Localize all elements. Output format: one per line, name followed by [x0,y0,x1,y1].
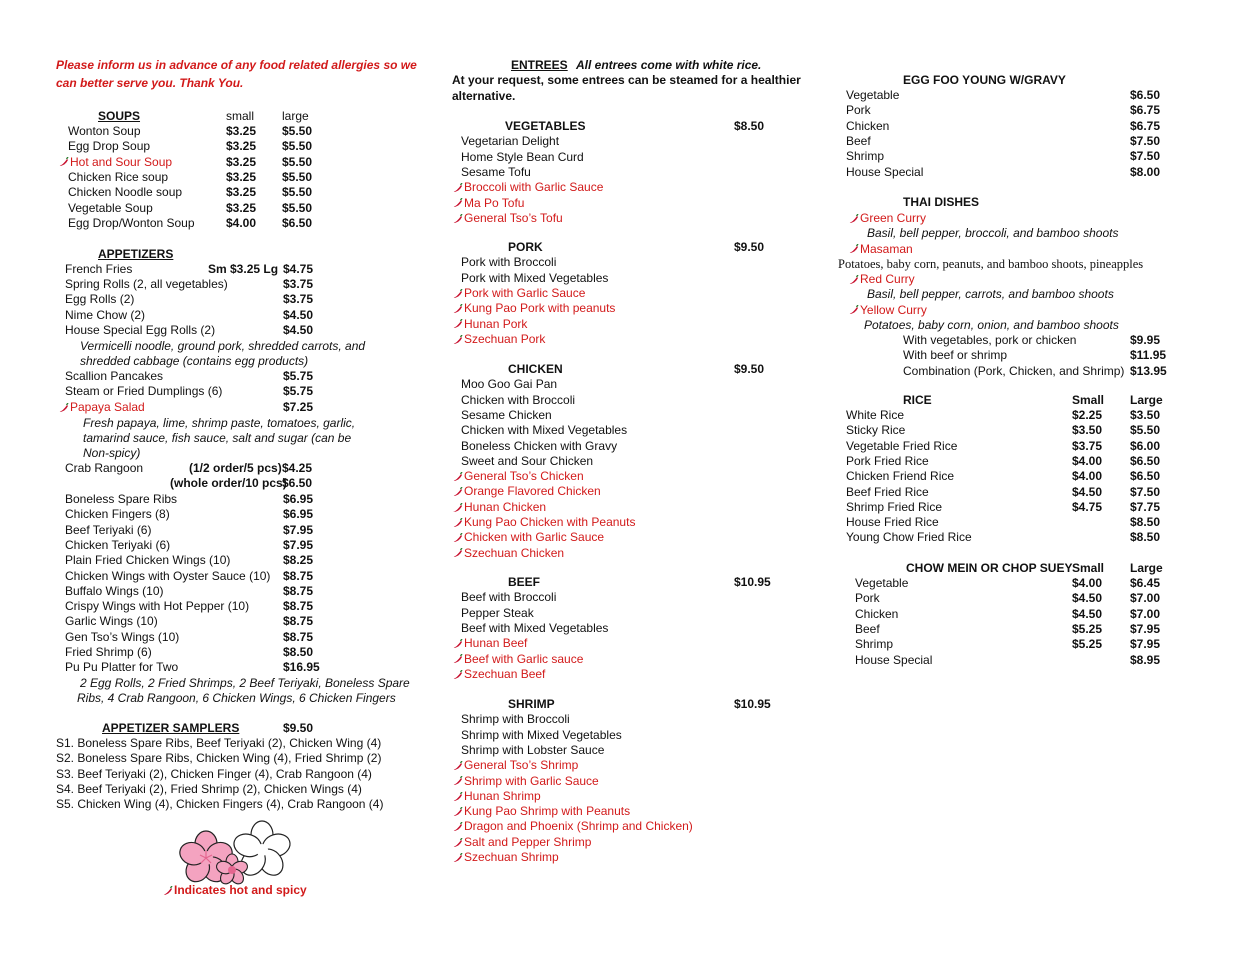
chili-pepper-icon [452,304,463,314]
entree-item: General Tso’s Chicken [452,469,584,483]
chili-pepper-icon [452,289,463,299]
soup-price-small: $4.00 [226,215,257,230]
chili-pepper-icon [452,198,463,208]
soup-price-small: $3.25 [226,185,257,200]
crab-rangoon-opt2: (whole order/10 pcs) [170,476,287,490]
entree-item: Shrimp with Mixed Vegetables [461,727,622,742]
crab-rangoon-opt1: (1/2 order/5 pcs) [189,461,282,475]
appetizer-item-price: $7.95 [283,522,314,537]
papaya-desc-3: Non-spicy) [83,446,141,460]
house-roll-desc-1: Vermicelli noodle, ground pork, shredded carrots, and [80,339,366,353]
thai-dish-desc: Basil, bell pepper, broccoli, and bamboo shoots [867,226,1119,241]
entree-section-title: SHRIMP [508,697,555,711]
entree-item: Broccoli with Garlic Sauce [452,180,603,194]
chili-pepper-icon [452,654,463,664]
thai-dish-name: Green Curry [848,211,926,225]
soup-item-name: Wonton Soup [68,124,141,138]
entree-item: Vegetarian Delight [461,134,560,149]
appetizer-item-price: $4.50 [283,322,314,337]
chili-pepper-icon [848,214,859,224]
rice-price-small: $3.50 [1072,423,1103,438]
sampler-item: S1. Boneless Spare Ribs, Beef Teriyaki (2), Chicken Wing (4) [56,736,382,750]
entree-section-price: $9.50 [734,362,765,376]
entree-item: Shrimp with Lobster Sauce [461,742,605,757]
rice-item-name: Chicken Friend Rice [846,469,955,484]
soup-price-large: $5.50 [282,169,313,184]
rice-title: RICE [903,393,932,407]
entree-item: Sweet and Sour Chicken [461,453,594,468]
rice-price-small: $3.75 [1072,438,1103,453]
entrees-steam-line2: alternative. [452,89,516,103]
entree-section-title: BEEF [508,575,541,589]
samplers-price: $9.50 [283,721,314,735]
pupu-desc-2: Ribs, 4 Crab Rangoon, 6 Chicken Wings, 6 Chicken Fingers [77,691,396,705]
entree-item: Hunan Pork [452,317,527,331]
appetizer-item-name: Chicken Teriyaki (6) [65,537,171,552]
entree-item: Boneless Chicken with Gravy [461,438,618,453]
entree-item: Szechuan Pork [452,332,545,346]
soup-item-name: Chicken Rice soup [68,169,169,184]
chow-mein-price-small: $4.50 [1072,606,1103,621]
entree-item: Hunan Chicken [452,500,546,514]
chili-pepper-icon [452,792,463,802]
appetizer-item-name: Garlic Wings (10) [65,614,158,629]
chili-pepper-icon [58,157,69,167]
entree-item: Shrimp with Garlic Sauce [452,774,599,788]
entree-item: Szechuan Chicken [452,546,564,560]
chow-mein-price-large: $8.95 [1130,652,1161,667]
chow-mein-item-name: Beef [855,621,880,636]
egg-foo-young-item-name: Beef [846,133,871,148]
appetizer-item-price: $8.50 [283,645,314,659]
entree-item: Dragon and Phoenix (Shrimp and Chicken) [452,819,693,833]
entree-item: Pepper Steak [461,605,534,620]
egg-foo-young-item-price: $8.00 [1130,164,1161,179]
entree-section-title: PORK [508,240,543,254]
soup-price-large: $5.50 [282,154,313,169]
chili-pepper-icon [452,670,463,680]
chow-mein-item-name: Shrimp [855,637,894,652]
rice-item-name: White Rice [846,408,905,422]
thai-option-name: With vegetables, pork or chicken [903,333,1077,347]
chow-mein-price-large: $7.95 [1130,637,1161,652]
thai-dish-name: Yellow Curry [848,303,927,317]
chow-mein-price-large: $7.95 [1130,621,1161,636]
appetizer-item-name: Chicken Fingers (8) [65,507,170,522]
chow-mein-title: CHOW MEIN OR CHOP SUEY [906,561,1073,575]
appetizer-item-price: $3.75 [283,292,314,307]
rice-price-large: $6.00 [1130,438,1161,453]
papaya-salad-price: $7.25 [283,400,314,414]
chow-mein-item-name: House Special [855,652,933,667]
egg-foo-young-title: EGG FOO YOUNG W/GRAVY [903,73,1066,87]
chili-pepper-icon [452,518,463,528]
entree-section-price: $10.95 [734,697,771,711]
sampler-item: S2. Boneless Spare Ribs, Chicken Wing (4), Fried Shrimp (2) [56,751,382,766]
chow-mein-price-small: $5.25 [1072,621,1103,636]
chow-mein-price-small: $5.25 [1072,637,1103,652]
soup-price-large: $5.50 [282,200,313,215]
appetizer-item-price: $5.75 [283,384,314,399]
chow-mein-price-large: $7.00 [1130,606,1161,621]
appetizer-item-name: House Special Egg Rolls (2) [65,322,216,337]
egg-foo-young-item-name: House Special [846,164,924,179]
chili-pepper-icon [452,639,463,649]
egg-foo-young-item-name: Chicken [846,118,890,133]
appetizer-item-price: $4.50 [283,307,314,322]
house-roll-desc-2: shredded cabbage (contains egg products) [80,354,309,368]
chili-pepper-icon [58,403,69,413]
soup-price-small: $3.25 [226,200,257,215]
crab-rangoon-name: Crab Rangoon [65,461,144,475]
chili-pepper-icon [452,487,463,497]
entree-item: Moo Goo Gai Pan [461,377,558,392]
appetizer-item-name: Chicken Wings with Oyster Sauce (10) [65,568,271,583]
chow-mein-item-name: Chicken [855,606,899,621]
soup-item-name: Chicken Noodle soup [68,185,183,200]
appetizer-item-price: $8.75 [283,568,314,583]
appetizer-item-price: $8.75 [283,614,314,629]
chili-pepper-icon [452,548,463,558]
chow-mein-item-name: Pork [855,591,880,606]
appetizer-item-name: Boneless Spare Ribs [65,492,178,506]
thai-dish-name: Masaman [848,242,913,256]
appetizer-item-name: Crispy Wings with Hot Pepper (10) [65,599,250,614]
chow-mein-col-small: Small [1072,561,1105,575]
soup-item-name: Hot and Sour Soup [58,155,172,169]
sampler-item: S5. Chicken Wing (4), Chicken Fingers (4), Crab Rangoon (4) [56,797,384,812]
entree-item: Ma Po Tofu [452,196,524,210]
sampler-item: S3. Beef Teriyaki (2), Chicken Finger (4), Crab Rangoon (4) [56,766,372,781]
soup-price-large: $5.50 [282,124,313,138]
appetizer-item-name: Nime Chow (2) [65,307,146,322]
sampler-item: S4. Beef Teriyaki (2), Fried Shrimp (2), Chicken Wings (4) [56,781,362,796]
rice-item-name: House Fried Rice [846,515,939,530]
entree-item: Salt and Pepper Shrimp [452,835,591,849]
chili-pepper-icon [848,244,859,254]
chili-pepper-icon [452,503,463,513]
appetizer-item-price: $8.75 [283,599,314,614]
rice-item-name: Young Chow Fried Rice [846,530,972,545]
entree-item: Sesame Tofu [461,164,531,179]
entree-item: Chicken with Garlic Sauce [452,530,604,544]
soups-title: SOUPS [98,109,141,123]
egg-foo-young-item-price: $7.50 [1130,133,1161,148]
soup-price-small: $3.25 [226,154,257,169]
entree-item: Chicken with Broccoli [461,392,576,407]
thai-title: THAI DISHES [903,195,980,209]
appetizer-item-name: Fried Shrimp (6) [65,645,152,659]
rice-price-small: $4.75 [1072,499,1103,514]
thai-option-price: $11.95 [1130,348,1167,363]
papaya-desc-2: tamarind sauce, fish sauce, salt and sugar (can be [83,431,352,445]
entree-item: Kung Pao Chicken with Peanuts [452,515,635,529]
egg-foo-young-item-price: $7.50 [1130,149,1161,164]
entree-section-price: $8.50 [734,119,765,133]
thai-option-name: Combination (Pork, Chicken, and Shrimp) [903,363,1125,378]
rice-col-small: Small [1072,393,1105,407]
appetizers-title: APPETIZERS [98,247,174,261]
entree-item: Hunan Beef [452,636,527,650]
thai-dish-desc: Basil, bell pepper, carrots, and bamboo shoots [867,287,1114,302]
thai-dish-desc: Potatoes, baby corn, peanuts, and bamboo shoots, pineapples [838,256,1144,271]
chili-pepper-icon [452,822,463,832]
chili-pepper-icon [162,886,173,896]
soup-item-name: Egg Drop/Wonton Soup [68,215,195,230]
entree-item: Beef with Mixed Vegetables [461,620,609,635]
pupu-desc-1: 2 Egg Rolls, 2 Fried Shrimps, 2 Beef Teriyaki, Boneless Spare [80,676,410,690]
soup-item-name: Vegetable Soup [68,200,153,215]
french-fries-sizes: Sm $3.25 Lg [208,262,279,276]
rice-price-large: $7.75 [1130,499,1161,514]
appetizer-item-name: Plain Fried Chicken Wings (10) [65,553,231,568]
entrees-steam-line1: At your request, some entrees can be steamed for a healthier [452,73,801,87]
chili-pepper-icon [452,335,463,345]
egg-foo-young-item-name: Pork [846,103,871,118]
appetizer-item-price: $8.75 [283,583,314,598]
rice-price-large: $6.50 [1130,453,1161,468]
rice-price-large: $7.50 [1130,484,1161,499]
appetizer-item-price: $7.95 [283,537,314,552]
chili-pepper-icon [452,761,463,771]
appetizer-item-name: Egg Rolls (2) [65,292,135,307]
chili-pepper-icon [452,807,463,817]
entree-item: Kung Pao Pork with peanuts [452,301,615,315]
appetizer-item-name: Steam or Fried Dumplings (6) [65,384,223,399]
appetizer-item-name: Pu Pu Platter for Two [65,660,179,675]
appetizer-item-price: $6.95 [283,492,314,506]
entrees-note: All entrees come with white rice. [576,58,762,72]
entree-section-price: $10.95 [734,575,771,589]
soup-price-small: $3.25 [226,139,257,154]
entree-item: Beef with Garlic sauce [452,652,583,666]
soups-col-large: large [282,109,309,123]
appetizer-item-name: Scallion Pancakes [65,369,164,383]
rice-price-large: $8.50 [1130,530,1161,545]
chili-pepper-icon [848,305,859,315]
chili-pepper-icon [848,275,859,285]
rice-price-large: $5.50 [1130,423,1161,438]
rice-price-small: $4.00 [1072,469,1103,484]
appetizer-item-name: Spring Rolls (2, all vegetables) [65,277,228,291]
appetizer-item-price: $8.75 [283,629,314,644]
appetizer-item-price: $3.75 [283,277,314,291]
soup-price-small: $3.25 [226,169,257,184]
chili-pepper-icon [452,319,463,329]
chili-pepper-icon [452,214,463,224]
soups-col-small: small [226,109,255,123]
entrees-title: ENTREES [511,58,568,72]
entree-item: General Tso’s Tofu [452,211,563,225]
appetizer-item-name: Gen Tso’s Wings (10) [65,629,180,644]
soup-price-small: $3.25 [226,124,257,138]
chow-mein-price-large: $7.00 [1130,591,1161,606]
chow-mein-price-small: $4.00 [1072,576,1103,590]
allergy-notice-line1: Please inform us in advance of any food related allergies so we [56,58,417,72]
thai-dish-name: Red Curry [848,272,915,286]
egg-foo-young-item-price: $6.75 [1130,118,1161,133]
spicy-legend: Indicates hot and spicy [162,883,307,897]
samplers-title: APPETIZER SAMPLERS [102,721,240,735]
crab-rangoon-price1: $4.25 [282,461,313,475]
entree-item: Chicken with Mixed Vegetables [461,423,628,438]
allergy-notice-line2: can better serve you. Thank You. [56,76,244,90]
chili-pepper-icon [452,533,463,543]
soup-item-name: Egg Drop Soup [68,139,151,154]
chili-pepper-icon [452,838,463,848]
entree-item: Szechuan Beef [452,667,545,681]
appetizer-item-price: $16.95 [283,660,320,675]
rice-item-name: Sticky Rice [846,423,906,438]
papaya-desc-1: Fresh papaya, lime, shrimp paste, tomatoes, garlic, [83,416,356,430]
chili-pepper-icon [452,472,463,482]
crab-rangoon-price2: $6.50 [282,476,313,490]
entree-item: Shrimp with Broccoli [461,712,570,727]
rice-item-name: Beef Fried Rice [846,484,929,499]
soup-price-large: $5.50 [282,139,313,154]
french-fries-price: $4.75 [283,262,314,276]
entree-item: Home Style Bean Curd [461,149,584,164]
rice-price-large: $8.50 [1130,515,1161,530]
rice-item-name: Vegetable Fried Rice [846,438,958,453]
egg-foo-young-item-price: $6.50 [1130,88,1161,102]
chili-pepper-icon [452,183,463,193]
cherry-blossom-icon [170,820,300,889]
thai-option-price: $9.95 [1130,333,1161,347]
appetizer-item-name: Beef Teriyaki (6) [65,522,152,537]
egg-foo-young-item-name: Shrimp [846,149,885,164]
rice-price-small: $4.00 [1072,453,1103,468]
rice-col-large: Large [1130,393,1163,407]
entree-item: Kung Pao Shrimp with Peanuts [452,804,630,818]
appetizer-item-price: $8.25 [283,553,314,568]
thai-option-price: $13.95 [1130,363,1167,378]
entree-item: Beef with Broccoli [461,590,557,605]
soup-price-large: $6.50 [282,215,313,230]
appetizer-item-price: $5.75 [283,369,314,383]
entree-item: Orange Flavored Chicken [452,484,601,498]
entree-item: Pork with Broccoli [461,255,557,270]
rice-price-small: $4.50 [1072,484,1103,499]
chow-mein-price-large: $6.45 [1130,576,1161,590]
rice-item-name: Shrimp Fried Rice [846,499,943,514]
entree-item: Sesame Chicken [461,407,552,422]
french-fries-name: French Fries [65,262,133,276]
soup-price-large: $5.50 [282,185,313,200]
chili-pepper-icon [452,776,463,786]
chow-mein-price-small: $4.50 [1072,591,1103,606]
rice-price-small: $2.25 [1072,408,1103,422]
chili-pepper-icon [452,853,463,863]
entree-item: Szechuan Shrimp [452,850,559,864]
egg-foo-young-item-price: $6.75 [1130,103,1161,118]
appetizer-item-name: Buffalo Wings (10) [65,583,164,598]
chow-mein-col-large: Large [1130,561,1163,575]
entree-section-title: CHICKEN [508,362,563,376]
entree-item: Pork with Mixed Vegetables [461,270,609,285]
entree-item: Hunan Shrimp [452,789,541,803]
entree-section-price: $9.50 [734,240,765,254]
thai-option-name: With beef or shrimp [903,348,1008,363]
rice-price-large: $6.50 [1130,469,1161,484]
entree-item: Pork with Garlic Sauce [452,286,585,300]
chow-mein-item-name: Vegetable [855,576,909,590]
rice-price-large: $3.50 [1130,408,1161,422]
rice-item-name: Pork Fried Rice [846,453,929,468]
entree-section-title: VEGETABLES [505,119,586,133]
appetizer-item-price: $6.95 [283,507,314,522]
papaya-salad-name: Papaya Salad [58,400,145,414]
egg-foo-young-item-name: Vegetable [846,88,900,102]
entree-item: General Tso’s Shrimp [452,758,578,772]
thai-dish-desc: Potatoes, baby corn, onion, and bamboo shoots [864,317,1119,332]
